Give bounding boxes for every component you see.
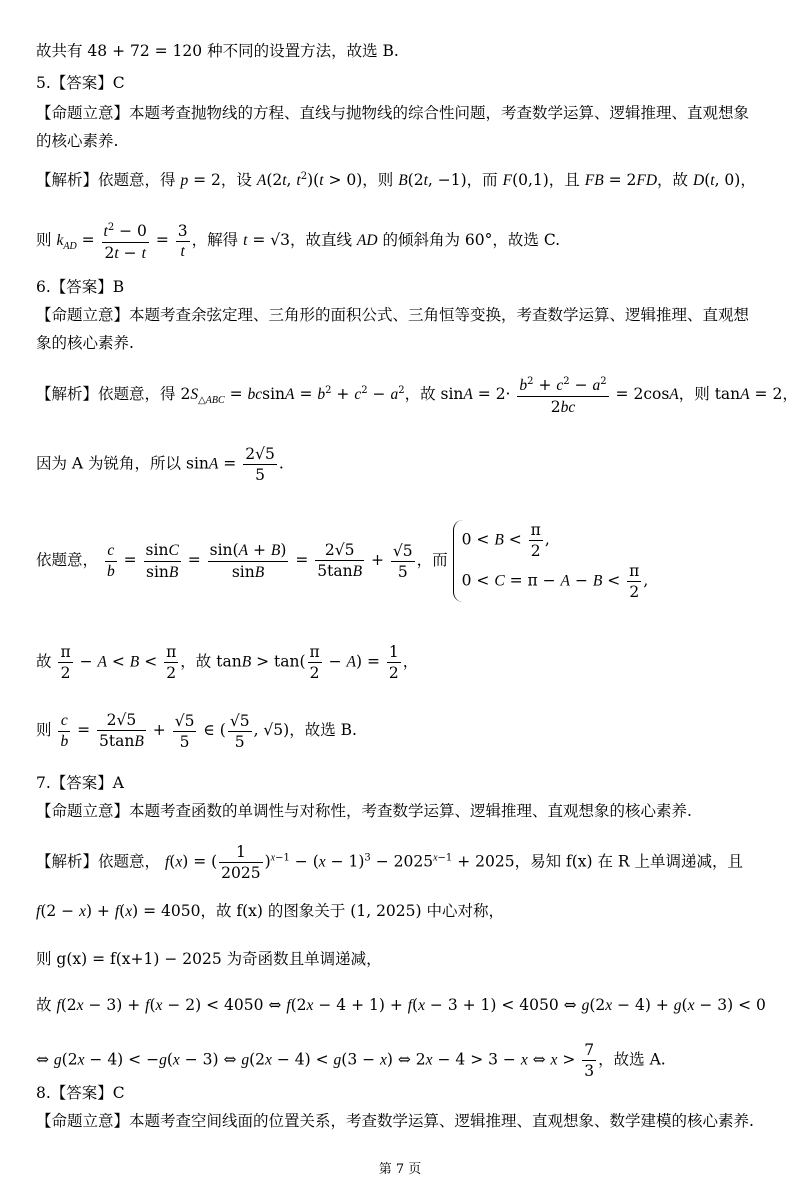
q6-intent-cont: 象的核心素养. (36, 334, 134, 352)
q8-intent: 【命题立意】本题考查空间线面的位置关系，考查数学运算、逻辑推理、直观想象、数学建模的核心素养. (36, 1112, 754, 1130)
page-number: 第 7 页 (378, 1162, 422, 1177)
q7-intent: 【命题立意】本题考查函数的单调性与对称性，考查数学运算、逻辑推理、直观想象的核心素养. (36, 802, 692, 820)
q7-solution-line4: 故 f(2x − 3) + f(x − 2) < 4050 ⇔ f(2x − 4 + 1) + f(x − 3 + 1) < 4050 ⇔ g(2x − 4) + g(x − 3) < 0 (36, 996, 766, 1014)
q6-solution-line1: 【解析】依题意，得 $2S_{\triangle ABC} = bcsinA = b^2 + c^2 - a^2$，故 sinA = 2· $\frac{b^2 + c^2 - a^2}{2bc}$ = 2cosA，则 tanA = 2， (36, 372, 798, 418)
q6-solution-line4: 故 $\frac{\pi}{2}$ − A < B < $\frac{\pi}{2}$ ，故 tanB > tan( $\frac{\pi}{2}$ − A) = $\frac{1}{2}$ ， (36, 643, 419, 682)
q7-solution-line1: 【解析】依题意， f(x) = ( $\frac{1}{2025}$ )$^{x-1} - (x - 1)^3 - 2025^{x-1} + 2025$，易知 f(x) 在 R 上单调递减，且 (36, 843, 744, 882)
q8-answer: 8.【答案】C (36, 1084, 125, 1102)
q5-solution-line1: 【解析】依题意，得 p = 2，设 A(2t, $t^2)(t > 0)$，则 B(2t, −1)，而 F(0,1)，且 FB = 2FD，故 D(t, 0)， (36, 171, 756, 190)
q5-intent: 【命题立意】本题考查抛物线的方程、直线与抛物线的综合性问题，考查数学运算、逻辑推理、直观想象 (36, 104, 750, 122)
q7-answer: 7.【答案】A (36, 774, 124, 792)
q6-intent: 【命题立意】本题考查余弦定理、三角形的面积公式、三角恒等变换，考查数学运算、逻辑推理、直观想 (36, 306, 750, 324)
q5-solution-line2: 则 $k_{AD}$ = $\frac{t^2 - 0}{2t - t}$ = $\frac{3}{t}$ ，解得 t = √3，故直线 AD 的倾斜角为 60°，故选 C. (36, 218, 560, 264)
q7-solution-line3: 则 g(x) = f(x+1) − 2025 为奇函数且单调递减， (36, 950, 382, 968)
q5-answer: 5.【答案】C (36, 74, 125, 92)
q7-solution-line2: f(2 − x) + f(x) = 4050，故 f(x) 的图象关于 (1, 2025) 中心对称， (36, 902, 504, 920)
q6-answer: 6.【答案】B (36, 278, 125, 296)
q6-solution-line5: 则 $\frac{c}{b}$ = $\frac{2√5}{5\tan B}$ + $\frac{√5}{5}$ ∈ ( $\frac{√5}{5}$ , √5)，故选 B. (36, 711, 357, 751)
q7-solution-line5: ⇔ g(2x − 4) < −g(x − 3) ⇔ g(2x − 4) < g(3 − x) ⇔ 2x − 4 > 3 − x ⇔ x > $\frac{7}{3}$ ，故选 A. (36, 1041, 666, 1080)
q5-intent-cont: 的核心素养. (36, 132, 119, 150)
line-q4-conclusion: 故共有 48 + 72 = 120 种不同的设置方法，故选 B. (36, 42, 399, 60)
q6-solution-line2: 因为 A 为锐角，所以 sinA = $\frac{2√5}{5}$ . (36, 445, 284, 484)
q6-solution-line3: 依题意， $\frac{c}{b}$ = $\frac{\sin C}{\sin B}$ = $\frac{\sin(A + B)}{\sin B}$ = $\frac{2√5}{5\tan B}$ + $\frac{√5}{5}$ ，而 0 < B < $\frac{\pi}{2}$ , 0 < C = π − A − B < $\frac{\pi}{2}$ , (36, 521, 649, 601)
